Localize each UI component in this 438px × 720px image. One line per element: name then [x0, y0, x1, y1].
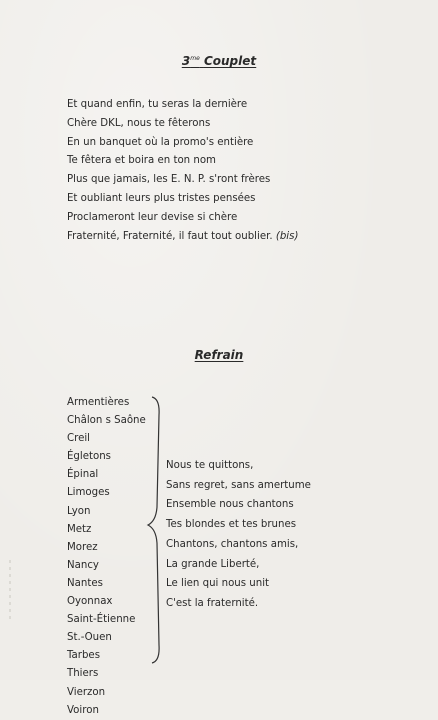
refrain-line: Nous te quittons,	[166, 460, 254, 471]
city-item: Égletons	[67, 451, 111, 463]
city-item: Châlon s Saône	[67, 415, 146, 427]
city-item: Saint-Étienne	[67, 614, 136, 626]
refrain-line: Ensemble nous chantons	[166, 499, 294, 511]
refrain-heading	[0, 348, 438, 362]
refrain-line: Chantons, chantons amis,	[166, 538, 299, 550]
verse-line: Et quand enfin, tu seras la dernière	[67, 99, 248, 110]
refrain-title: Refrain	[194, 348, 244, 362]
verse-line: Proclameront leur devise si chère	[67, 211, 238, 223]
couplet-title: Couplet	[203, 54, 257, 68]
refrain-line: Le lien qui nous unit	[166, 578, 270, 590]
refrain-line: La grande Liberté,	[166, 558, 260, 570]
verse-line: Et oubliant leurs plus tristes pensées	[67, 192, 256, 204]
verse-line: Chère DKL, nous te fêterons	[67, 117, 211, 129]
city-item: Armentières	[67, 397, 130, 408]
city-item: Morez	[67, 541, 98, 553]
city-item: St.-Ouen	[67, 632, 112, 644]
couplet-number: 3	[181, 54, 191, 68]
refrain-line: C'est la fraternité.	[166, 597, 259, 609]
couplet-verse	[67, 96, 298, 246]
city-item: Lyon	[67, 505, 91, 517]
city-item: Nantes	[67, 577, 103, 589]
city-item: Oyonnax	[67, 596, 113, 608]
city-item: Limoges	[67, 487, 110, 499]
city-list	[67, 394, 146, 720]
city-item: Thiers	[67, 668, 99, 680]
bis-marker: (bis)	[275, 230, 299, 242]
verse-line: Plus que jamais, les E. N. P. s'ront frères	[67, 174, 271, 186]
city-item: Tarbes	[67, 650, 101, 662]
verse-line: Te fêtera et boira en ton nom	[67, 155, 216, 167]
verse-line-text: Fraternité, Fraternité, il faut tout oublier.	[67, 230, 273, 242]
city-item: Voiron	[67, 704, 99, 716]
city-item: Creil	[67, 433, 91, 445]
city-item: Nancy	[67, 559, 99, 571]
couplet-number-suffix: me	[190, 55, 200, 62]
verse-line: En un banquet où la promo's entière	[67, 136, 254, 148]
refrain-line: Tes blondes et tes brunes	[166, 519, 297, 531]
margin-pencil-mark	[8, 560, 12, 620]
couplet-heading	[0, 54, 438, 68]
city-item: Épinal	[67, 469, 99, 481]
refrain-lyrics	[166, 456, 311, 614]
verse-line-last	[67, 228, 298, 247]
city-item: Vierzon	[67, 686, 106, 698]
city-item: Metz	[67, 523, 92, 535]
refrain-line: Sans regret, sans amertume	[166, 479, 311, 491]
